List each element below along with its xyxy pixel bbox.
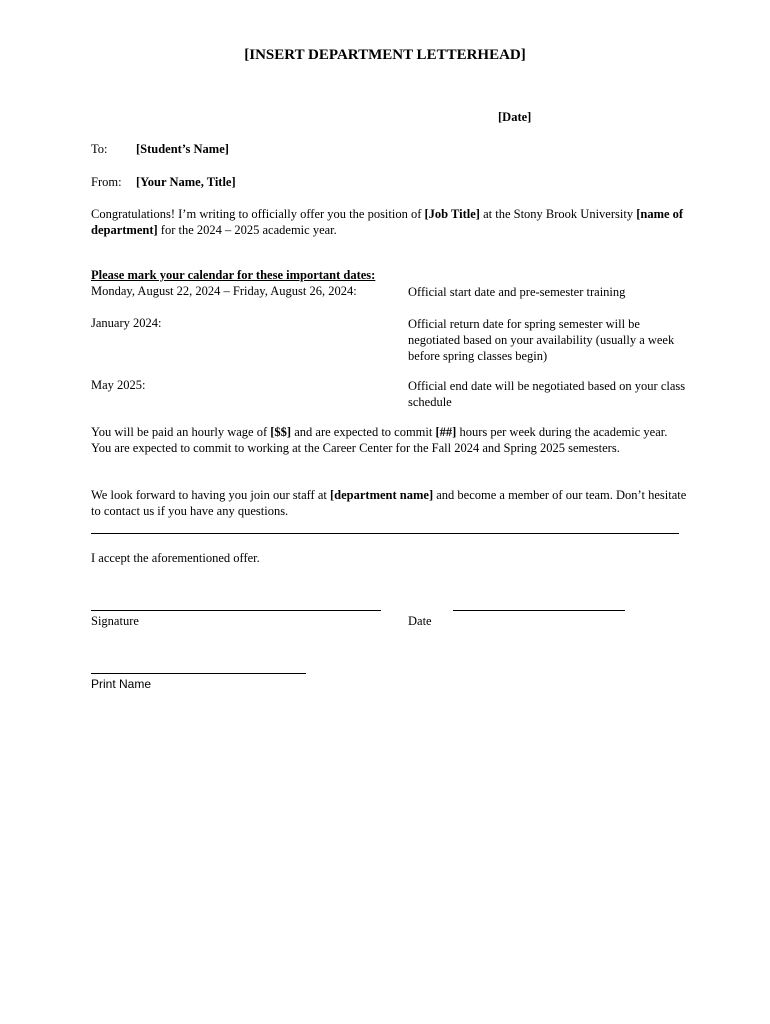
print-name-label: Print Name xyxy=(91,677,152,691)
signature-line[interactable] xyxy=(91,610,381,611)
hours-placeholder: [##] xyxy=(435,425,457,439)
closing-text: We look forward to having you join our staff at xyxy=(91,488,330,502)
wage-text: You will be paid an hourly wage of xyxy=(91,425,271,439)
closing-paragraph xyxy=(91,487,687,519)
department-name-placeholder: [department name] xyxy=(330,488,434,502)
student-name-placeholder: [Student’s Name] xyxy=(136,142,229,156)
sender-name-placeholder: [Your Name, Title] xyxy=(136,175,236,189)
event-description: Official return date for spring semester will be negotiated based on your availability (usually a week before spring classes begin) xyxy=(408,317,675,363)
closing-text: and become a member of our team. Don’t hesitate to contact us if you have any questions. xyxy=(91,488,687,518)
letterhead-placeholder: [INSERT DEPARTMENT LETTERHEAD] xyxy=(244,47,526,63)
job-title-placeholder: [Job Title] xyxy=(424,207,480,221)
to-label: To: xyxy=(91,142,108,156)
wage-paragraph xyxy=(91,424,687,456)
signature-label: Signature xyxy=(91,614,139,628)
print-name-line[interactable] xyxy=(91,673,306,674)
event-description: Official end date will be negotiated based on your class schedule xyxy=(408,379,686,409)
section-divider xyxy=(91,533,679,534)
event-date: January 2024: xyxy=(91,316,162,330)
wage-text: and are expected to commit xyxy=(291,425,436,439)
intro-text: for the 2024 – 2025 academic year. xyxy=(157,223,337,237)
intro-paragraph xyxy=(91,206,687,238)
department-placeholder: [name of department] xyxy=(91,207,684,237)
date-label: Date xyxy=(408,614,432,628)
event-description: Official start date and pre-semester training xyxy=(408,285,626,299)
calendar-heading: Please mark your calendar for these important dates: xyxy=(91,268,376,282)
wage-amount-placeholder: [$$] xyxy=(270,425,292,439)
acceptance-statement: I accept the aforementioned offer. xyxy=(91,551,260,565)
date-placeholder: [Date] xyxy=(498,110,532,124)
from-label: From: xyxy=(91,175,122,189)
intro-text: at the Stony Brook University xyxy=(479,207,637,221)
event-date: May 2025: xyxy=(91,378,146,392)
intro-text: Congratulations! I’m writing to officially offer you the position of xyxy=(91,207,425,221)
wage-text: hours per week during the academic year. You are expected to commit to working at the Career Center for the Fall 2024 and Spring 2025 semesters. xyxy=(91,425,668,455)
event-date: Monday, August 22, 2024 – Friday, August 26, 2024: xyxy=(91,284,357,298)
date-line[interactable] xyxy=(453,610,625,611)
